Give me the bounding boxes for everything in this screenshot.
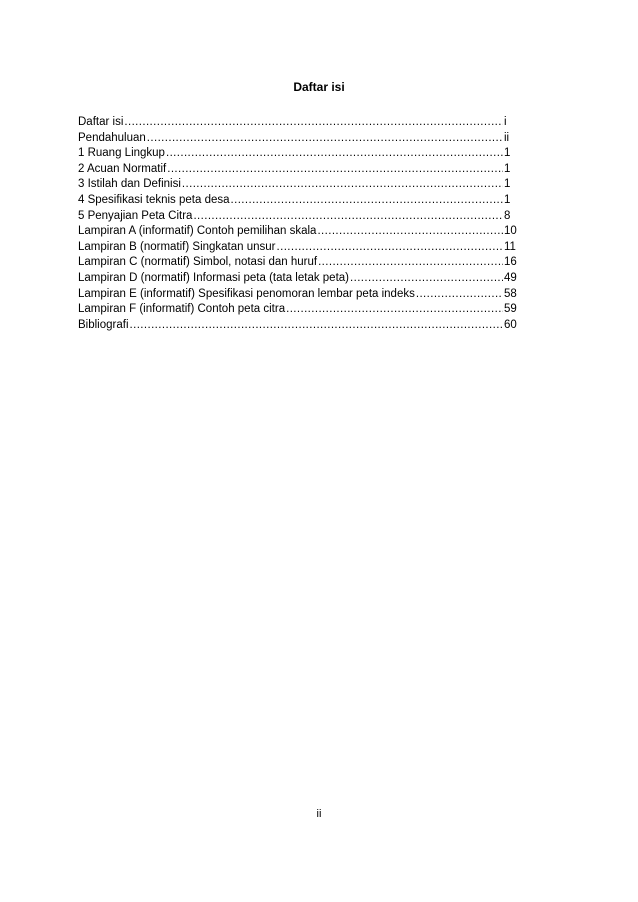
- toc-entry-daftar-isi[interactable]: [78, 115, 518, 131]
- toc-dot-leader: [167, 162, 503, 178]
- toc-dot-leader: [231, 193, 503, 209]
- toc-entry-lampiran-a[interactable]: [78, 224, 518, 240]
- toc-dot-leader: [130, 318, 504, 334]
- toc-entry-label: Lampiran C (normatif) Simbol, notasi dan huruf: [78, 256, 318, 269]
- toc-entry-bibliografi[interactable]: [78, 318, 518, 334]
- toc-entry-label: Pendahuluan: [78, 131, 146, 144]
- toc-entry-page: 16: [504, 256, 517, 269]
- toc-dot-leader: [317, 224, 503, 240]
- toc-dot-leader: [166, 146, 503, 162]
- table-of-contents: [78, 115, 518, 333]
- toc-entry-page: 59: [504, 303, 517, 316]
- toc-entry-page: 58: [504, 287, 517, 300]
- toc-entry-label: 4 Spesifikasi teknis peta desa: [78, 193, 230, 206]
- toc-entry-page: 1: [504, 178, 511, 191]
- toc-entry-spesifikasi-teknis[interactable]: [78, 193, 518, 209]
- toc-entry-page: 11: [504, 240, 516, 253]
- page-title: Daftar isi: [293, 80, 345, 94]
- toc-entry-page: 1: [504, 193, 511, 206]
- toc-entry-lampiran-d[interactable]: [78, 271, 518, 287]
- toc-dot-leader: [147, 131, 503, 147]
- toc-entry-label: Daftar isi: [78, 116, 124, 128]
- toc-dot-leader: [124, 115, 503, 131]
- toc-entry-lampiran-c[interactable]: [78, 255, 518, 271]
- toc-dot-leader: [286, 302, 503, 318]
- toc-entry-lampiran-e[interactable]: [78, 287, 518, 303]
- toc-entry-page: 1: [504, 162, 511, 175]
- toc-entry-label: Bibliografi: [78, 318, 129, 331]
- toc-entry-page: ii: [504, 131, 510, 144]
- toc-dot-leader: [416, 287, 503, 303]
- toc-entry-label: 5 Penyajian Peta Citra: [78, 209, 193, 222]
- toc-entry-lampiran-b[interactable]: [78, 240, 518, 256]
- toc-entry-label: Lampiran E (informatif) Spesifikasi penomoran lembar peta indeks: [78, 287, 415, 300]
- toc-entry-label: Lampiran F (informatif) Contoh peta citra: [78, 303, 286, 316]
- toc-dot-leader: [277, 240, 503, 256]
- toc-entry-page: 10: [504, 225, 517, 238]
- page-number: ii: [316, 808, 322, 820]
- toc-entry-lampiran-f[interactable]: [78, 302, 518, 318]
- toc-dot-leader: [182, 177, 503, 193]
- toc-entry-penyajian-peta-citra[interactable]: [78, 209, 518, 225]
- toc-entry-page: 8: [504, 209, 511, 222]
- toc-entry-acuan-normatif[interactable]: [78, 162, 518, 178]
- toc-entry-label: Lampiran B (normatif) Singkatan unsur: [78, 240, 276, 253]
- toc-entry-istilah-definisi[interactable]: [78, 177, 518, 193]
- toc-dot-leader: [318, 255, 503, 271]
- toc-entry-label: Lampiran A (informatif) Contoh pemilihan skala: [78, 225, 317, 238]
- toc-entry-ruang-lingkup[interactable]: [78, 146, 518, 162]
- toc-entry-label: 1 Ruang Lingkup: [78, 147, 165, 160]
- toc-entry-pendahuluan[interactable]: [78, 131, 518, 147]
- toc-entry-page: 1: [504, 147, 511, 160]
- toc-entry-page: 49: [504, 271, 517, 284]
- toc-entry-label: Lampiran D (normatif) Informasi peta (tata letak peta): [78, 271, 350, 284]
- toc-dot-leader: [193, 209, 503, 225]
- toc-entry-label: 3 Istilah dan Definisi: [78, 178, 181, 191]
- toc-entry-page: i: [504, 116, 507, 128]
- toc-dot-leader: [350, 271, 503, 287]
- toc-entry-label: 2 Acuan Normatif: [78, 162, 167, 175]
- toc-entry-page: 60: [504, 318, 517, 331]
